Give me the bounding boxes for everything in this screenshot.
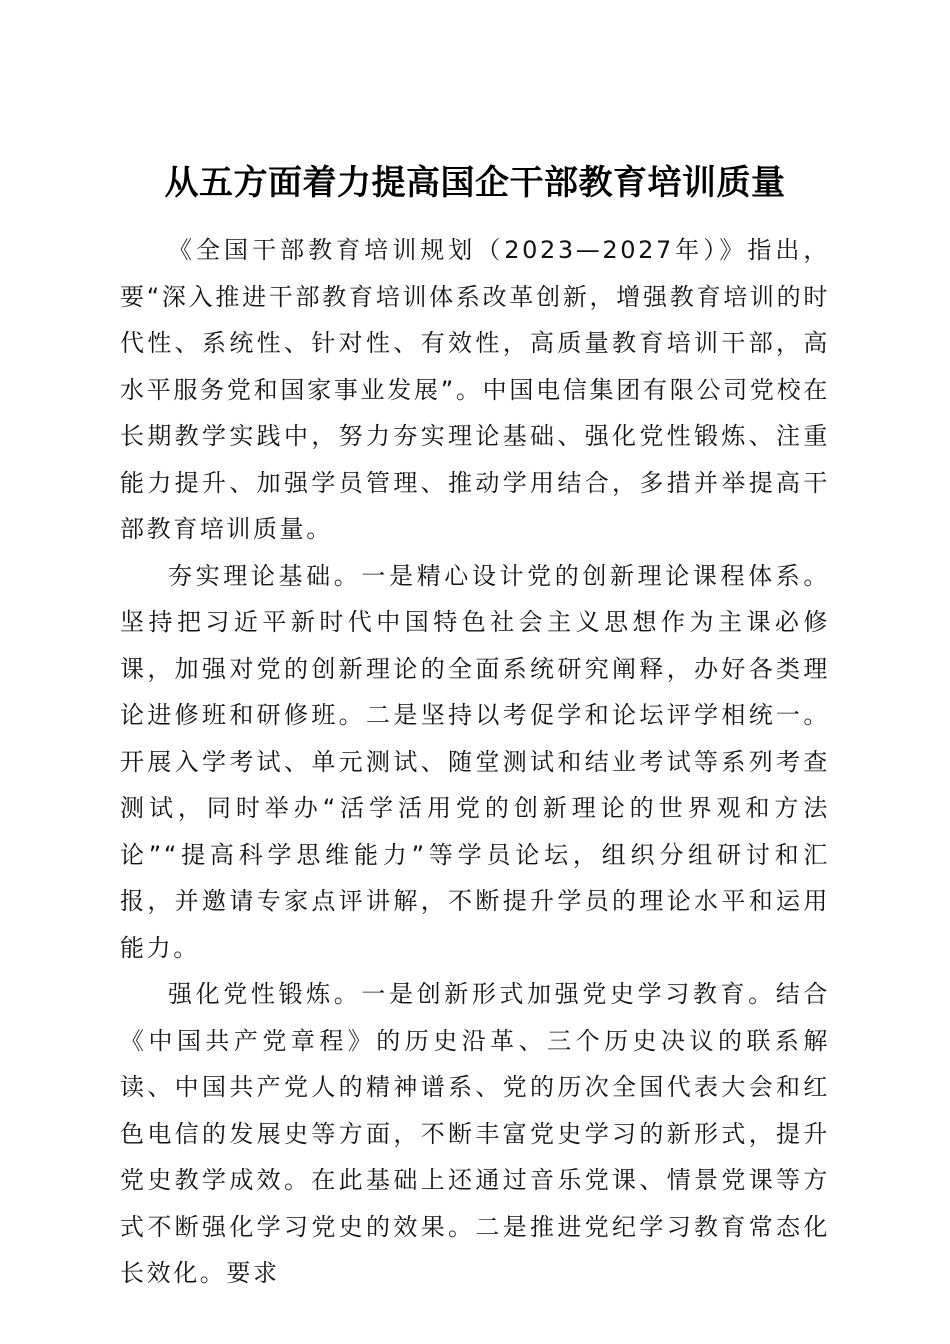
document-body: [120, 227, 830, 1297]
paragraph-intro: 《全国干部教育培训规划（2023—2027年）》指出，要“深入推进干部教育培训体系改革创新，增强教育培训的时代性、系统性、针对性、有效性，高质量教育培训干部，高水平服务党和国家事业发展”。中国电信集团有限公司党校在长期教学实践中，努力夯实理论基础、强化党性锻炼、注重能力提升、加强学员管理、推动学用结合，多措并举提高干部教育培训质量。: [120, 236, 830, 543]
document-title: 从五方面着力提高国企干部教育培训质量: [164, 162, 786, 203]
paragraph-party-spirit: 强化党性锻炼。一是创新形式加强党史学习教育。结合《中国共产党章程》的历史沿革、三个历史决议的联系解读、中国共产党人的精神谱系、党的历次全国代表大会和红色电信的发展史等方面，不断丰富党史学习的新形式，提升党史教学成效。在此基础上还通过音乐党课、情景党课等方式不断强化学习党史的效果。二是推进党纪学习教育常态化长效化。要求: [120, 980, 830, 1287]
paragraph-theory-foundation: 夯实理论基础。一是精心设计党的创新理论课程体系。坚持把习近平新时代中国特色社会主义思想作为主课必修课，加强对党的创新理论的全面系统研究阐释，办好各类理论进修班和研修班。二是坚持以考促学和论坛评学相统一。开展入学考试、单元测试、随堂测试和结业考试等系列考查测试，同时举办“活学活用党的创新理论的世界观和方法论”“提高科学思维能力”等学员论坛，组织分组研讨和汇报，并邀请专家点评讲解，不断提升学员的理论水平和运用能力。: [120, 561, 830, 962]
